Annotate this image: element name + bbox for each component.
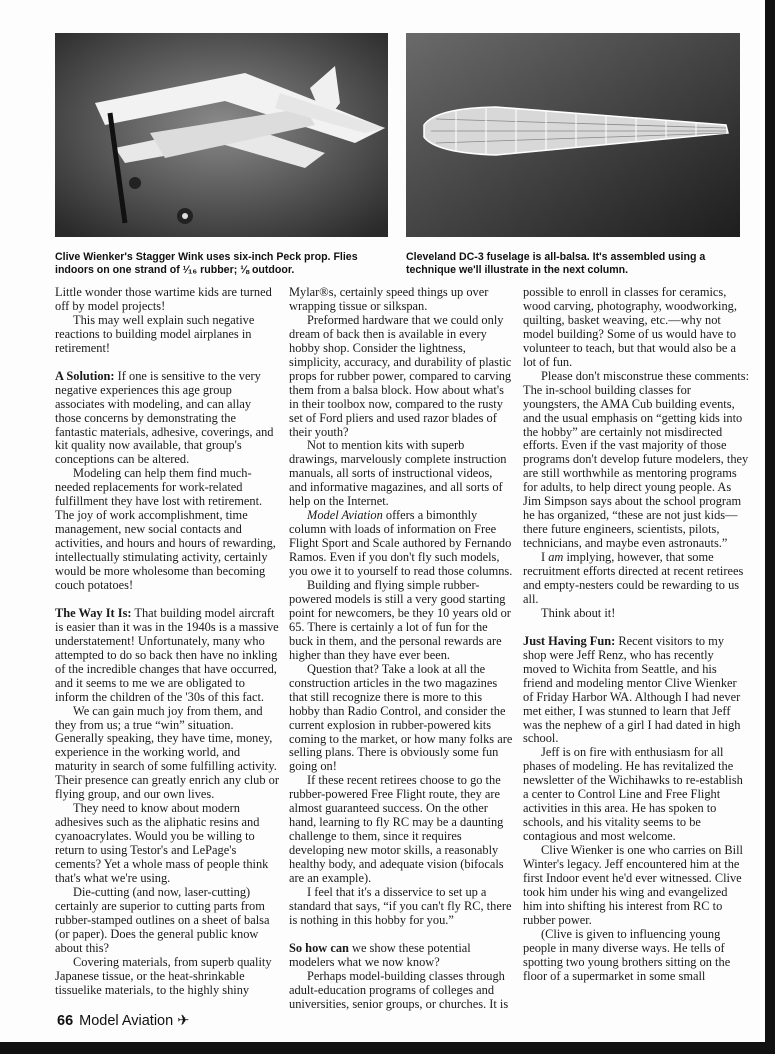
body-text: Please don't misconstrue these comments: The in-school building classes for youngsters, the AMA Cub building events, and the usual emphasis on “getting kids into the hobby” are certainly not misdirected efforts. Even if the vast majority of those programs don't develop future modelers, they are still worthwhile as mentoring programs for adults, to help direct young people. As Jim Simpson says about the school program he has organized, “these are not just kids—there future engineers, scientists, pilots, technicians, and maybe even astronauts.”	[523, 368, 750, 551]
body-text: Perhaps model-building classes through adult-education programs of colleges and universities, senior groups, or churches. It is	[289, 968, 509, 1011]
paragraph	[289, 579, 513, 663]
paragraph	[55, 607, 279, 705]
page-number: 66	[57, 1013, 74, 1029]
paragraph	[523, 607, 749, 621]
magazine-name: Model Aviation	[79, 1013, 174, 1029]
body-text: Covering materials, from superb quality Japanese tissue, or the heat-shrinkable tissuelike materials, to the highly shiny	[55, 954, 272, 997]
paragraph	[523, 286, 749, 370]
body-text: This may well explain such negative reactions to building model airplanes in retirement!	[55, 312, 255, 355]
body-text: I	[541, 550, 549, 565]
body-text: If these recent retirees choose to go the rubber-powered Free Flight route, they are almost guaranteed success. On the other hand, learning to fly RC may be a daunting challenge to them, since it requires developing new motor skills, a reasonably healthy body, and adequate vision (bifocals are an example).	[289, 773, 504, 886]
body-text: Mylar®s, certainly speed things up over wrapping tissue or silkspan.	[289, 285, 489, 313]
body-text: Modeling can help them find much-needed replacements for work-related fulfillment they have lost with retirement. The joy of work accomplishment, time management, new social contacts and activities, and hours and hours of rewarding, intellectually stimulating activity, certainly would be more wholesome than becoming couch potatoes!	[55, 466, 276, 592]
body-text: possible to enroll in classes for ceramics, wood carving, photography, woodworking, quilting, basket weaving, etc.—why not model building? Some of us would have to volunteer to teach, but that would also be a lot of fun.	[523, 285, 737, 369]
body-text: We can gain much joy from them, and they from us; a true “win” situation. Generally speaking, they have time, money, experience in the working world, and maturity in search of some fulfilling activity. Their presence can greatly enrich any club or flying group, and our own lives.	[55, 703, 279, 802]
section-heading: The Way It Is:	[55, 605, 132, 620]
paragraph	[289, 886, 513, 928]
body-text: Not to mention kits with superb drawings, marvelously complete instruction manuals, all sorts of instructional videos, and informative magazines, and all sorts of help on the Internet.	[289, 438, 507, 509]
airplane-icon: ✈	[177, 1013, 190, 1029]
body-text: Little wonder those wartime kids are turned off by model projects!	[55, 285, 272, 313]
paragraph	[289, 942, 513, 970]
body-text: we show these potential modelers what we now know?	[289, 940, 471, 969]
photo-stagger-wink-model	[55, 33, 388, 237]
body-text: I feel that it's a disservice to set up a standard that says, “if you can't fly RC, there is nothing in this hobby for you.”	[289, 884, 512, 927]
paragraph	[523, 746, 749, 844]
paragraph	[523, 928, 749, 984]
paragraph	[289, 774, 513, 886]
section-heading: So how can	[289, 940, 349, 955]
italic-text: am	[548, 550, 564, 565]
article-column-2	[289, 286, 513, 1012]
body-text: Question that? Take a look at all the construction articles in the two magazines that still recognize there is more to this hobby than Radio Control, and consider the current explosion in rubber-powered kits coming to the market, or how many folks are selling plans. There is obviously some fun going on!	[289, 661, 513, 774]
paragraph	[289, 509, 513, 579]
paragraph	[523, 635, 749, 747]
section-heading: Just Having Fun:	[523, 633, 616, 648]
paragraph	[523, 551, 749, 607]
paragraph	[523, 370, 749, 551]
paragraph	[55, 956, 279, 998]
page-footer	[57, 1013, 189, 1029]
paragraph	[523, 844, 749, 928]
body-text: (Clive is given to influencing young people in many diverse ways. He tells of spotting two young brothers sitting on the floor of a supermarket in some small	[523, 926, 731, 983]
body-text: Die-cutting (and now, laser-cutting) certainly are superior to cutting parts from rubber-stamped outlines on a sheet of balsa (or paper). Does the general public know about this?	[55, 884, 270, 955]
photo-caption-right: Cleveland DC-3 fuselage is all-balsa. It's assembled using a technique we'll illustrate in the next column.	[406, 251, 706, 276]
paragraph	[55, 886, 279, 956]
paragraph	[289, 286, 513, 314]
paragraph	[289, 970, 513, 1012]
italic-text: Model Aviation	[307, 508, 383, 523]
body-text: Recent visitors to my shop were Jeff Renz, who has recently moved to Wichita from Seattle, and his friend and modeling mentor Clive Wienker of Friday Harbor WA. Although I had never met either, I was stunned to learn that Jeff was the nephew of a girl I had dated in high school.	[523, 633, 741, 746]
paragraph	[289, 663, 513, 775]
body-text: Think about it!	[541, 605, 616, 620]
body-text: implying, however, that some recruitment efforts directed at recent retirees and empty-nesters could be rewarding to us all.	[523, 550, 744, 606]
photo-caption-left: Clive Wienker's Stagger Wink uses six-inch Peck prop. Flies indoors on one strand of ¹⁄₁₆ rubber; ⅛ outdoor.	[55, 251, 358, 276]
body-text: If one is sensitive to the very negative experiences this age group associates with modeling, and can allay those concerns by demonstrating the fantastic materials, adhesive, coverings, and kit quality now available, that group's conceptions can be altered.	[55, 368, 274, 467]
paragraph	[55, 802, 279, 886]
paragraph	[55, 705, 279, 803]
body-text: They need to know about modern adhesives such as the aliphatic resins and cyanoacrylates. Would you be willing to return to using Testor's and LePage's cements? Yet a whole mass of people think that's what we're using.	[55, 801, 269, 885]
body-text: Jeff is on fire with enthusiasm for all phases of modeling. He has revitalized the newsletter of the Wichihawks to re-establish a center to Control Line and Free Flight activities in this area. He has spoken to schools, and his vitality seems to be contagious and most welcome.	[523, 745, 743, 844]
body-text: Preformed hardware that we could only dream of back then is available in every hobby shop. Consider the lightness, simplicity, accuracy, and durability of plastic props for rubber power, compared to carving them from a balsa block. How about what's in their toolbox now, compared to the rusty set of Ford pliers and used razor blades of their youth?	[289, 312, 512, 439]
paragraph	[55, 370, 279, 468]
photo-dc3-fuselage	[406, 33, 740, 237]
body-text: Building and flying simple rubber-powered models is still a very good starting point for newcomers, be they 10 years old or 65. There is certainly a lot of fun for the buck in them, and the personal rewards are higher than they have ever been.	[289, 578, 511, 662]
paragraph	[55, 467, 279, 593]
body-text: offers a bimonthly column with loads of information on Free Flight Sport and Scale authored by Fernando Ramos. Even if you don't fly such models, you owe it to yourself to read those columns.	[289, 508, 513, 579]
section-heading: A Solution:	[55, 368, 115, 383]
paragraph	[55, 314, 279, 356]
paragraph	[289, 314, 513, 440]
body-text: Clive Wienker is one who carries on Bill Winter's legacy. Jeff encountered him at the first Indoor event he'd ever witnessed. Clive took him under his wing and evangelized him into shifting his interest from RC to rubber power.	[523, 843, 743, 927]
body-text: That building model aircraft is easier than it was in the 1940s is a massive understatement! Unfortunately, many who attempted to do so back then have no inkling of the incredible changes that have occurred, and it seems to me we are obligated to inform the children of the '30s of this fact.	[55, 605, 279, 704]
scan-edge	[0, 1042, 775, 1054]
article-column-3	[523, 286, 749, 984]
scan-edge	[765, 0, 775, 1054]
paragraph	[289, 439, 513, 509]
article-column-1	[55, 286, 279, 998]
paragraph	[55, 286, 279, 314]
